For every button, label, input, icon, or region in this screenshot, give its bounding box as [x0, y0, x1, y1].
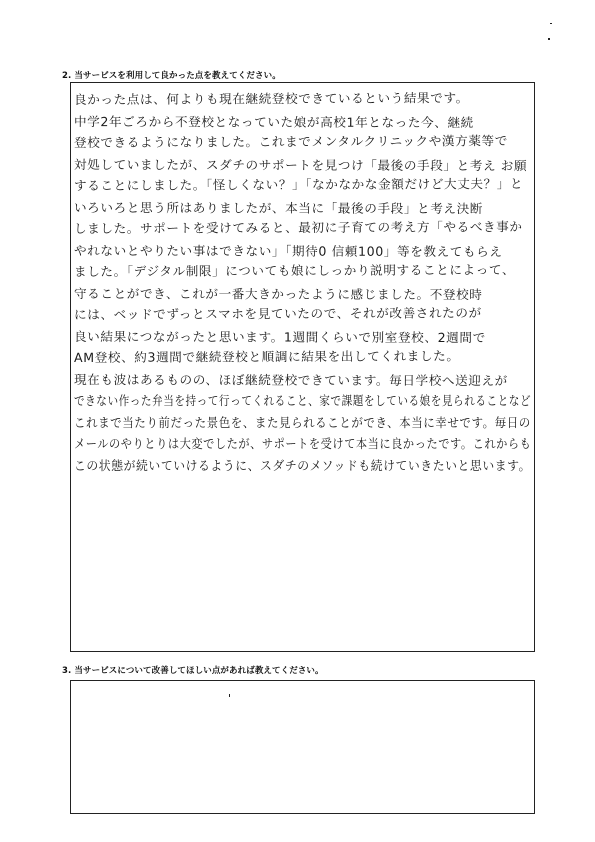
answer-line: メールのやりとりは大変でしたが、サポートを受けて本当に良かったです。これからも: [74, 436, 532, 451]
answer-line: AM登校、約3週間で継続登校と順調に結果を出してくれました。: [73, 348, 460, 365]
answer-line: 守ることができ、これが一番大きかったように感じました。不登校時: [73, 285, 483, 302]
question-2-answer-box: [70, 82, 535, 652]
answer-line: この状態が続いていけるように、スダチのメソッドも続けていきたいと思います。: [74, 457, 531, 473]
handwritten-answer: [74, 89, 531, 476]
answer-line: 登校できるようになりました。これまでメンタルクリニックや漢方薬等で: [73, 133, 508, 150]
answer-line: 対処していましたが、スダチのサポートを見つけ「最後の手段」と考え お願: [73, 156, 528, 173]
answer-line: 現在も波はあるものの、ほぼ継続登校できています。毎日学校へ送迎えが: [73, 371, 508, 388]
answer-line: いろいろと思う所はありましたが、本当に「最後の手段」と考え決断: [73, 199, 484, 216]
answer-line: しました。サポートを受けてみると、最初に子育ての考え方「やるべき事か: [73, 219, 523, 236]
question-3-answer-box: [70, 680, 535, 814]
stray-pen-mark: [229, 694, 230, 697]
question-2-label: 2. 当サービスを利用して良かった点を教えてください。: [62, 71, 281, 81]
answer-line: には、ベッドでずっとスマホを見ていたので、それが改善されたのが: [73, 305, 482, 322]
answer-line: 良かった点は、何よりも現在継続登校できているという結果です。: [73, 90, 469, 107]
answer-line: 中学2年ごろから不登校となっていた娘が高校1年となった今、継続: [73, 113, 474, 130]
answer-line: これまで当たり前だった景色を、また見られることができ、本当に幸せです。毎日の: [74, 414, 531, 430]
question-3-label: 3. 当サービスについて改善してほしい点があれば教えてください。: [62, 666, 324, 676]
answer-line: することにしました。「怪しくない？」「なかなかな金額だけど大丈夫？」と: [73, 176, 524, 193]
answer-line: 良い結果につながったと思います。1週間くらいで別室登校、2週間で: [73, 328, 486, 345]
corner-scan-mark: [548, 38, 550, 40]
answer-line: できない作った弁当を持って行ってくれること、家で課題をしている娘を見られることなど: [74, 393, 532, 408]
answer-line: やれないとやりたい事はできない」「期待0 信頼100」等を教えてもらえ: [73, 242, 503, 259]
answer-line: ました。「デジタル制限」についても娘にしっかり説明することによって、: [73, 262, 516, 279]
corner-scan-mark: [550, 23, 552, 24]
